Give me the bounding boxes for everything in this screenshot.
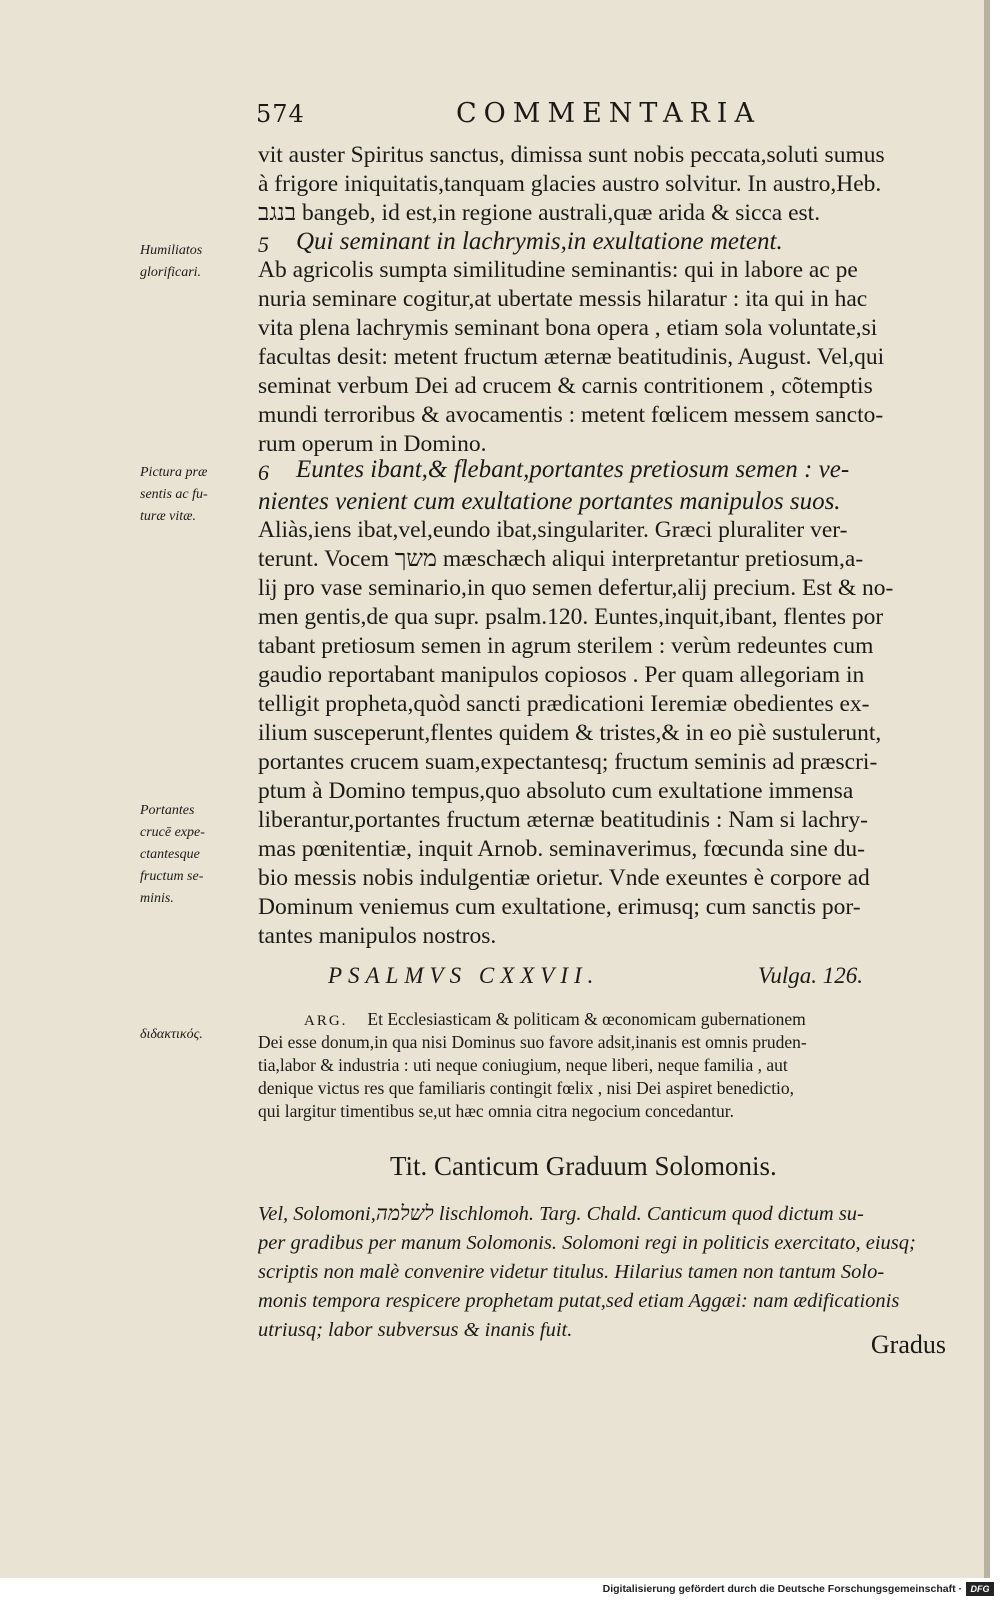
text-line: nuria seminare cogitur,at ubertate messis hilaratur : ita qui in hac xyxy=(258,286,868,312)
text-line: monis tempora respicere prophetam putat,sed etiam Aggæi: nam ædificationis xyxy=(258,1290,900,1312)
text-line: Aliàs,iens ibat,vel,eundo ibat,singulariter. Græci pluraliter ver- xyxy=(258,517,848,543)
argument-first-line: ARG. Et Ecclesiasticam & politicam & œconomicam gubernationem xyxy=(304,1009,806,1029)
footer-credit: Digitalisierung gefördert durch die Deutsche Forschungsgemeinschaft · xyxy=(602,1583,962,1595)
text-line: Dominum veniemus cum exultatione, erimusq; cum sanctis por- xyxy=(258,894,861,920)
text-line: ilium susceperunt,flentes quidem & tristes,& in eo piè sustulerunt, xyxy=(258,720,882,746)
text-line: men gentis,de qua supr. psalm.120. Euntes,inquit,ibant, flentes por xyxy=(258,604,884,630)
text-line: scriptis non malè convenire videtur titulus. Hilarius tamen non tantum Solo- xyxy=(258,1261,885,1283)
margin-note-portantes: Portantes crucē expe- ctantesque fructum se- minis. xyxy=(140,803,205,906)
text-line: liberantur,portantes fructum æternæ beatitudinis : Nam si lachry- xyxy=(258,807,868,833)
text-line: mas pœnitentiæ, inquit Arnob. seminaverimus, fœcunda sine du- xyxy=(258,836,865,862)
text-line: Vel, Solomoni,לשלמה lischlomoh. Targ. Chald. Canticum quod dictum su- xyxy=(258,1203,864,1225)
titulus-commentary xyxy=(258,1200,958,1345)
vulgate-number: Vulga. 126. xyxy=(758,963,863,988)
psalm-heading xyxy=(328,963,928,989)
text-line: vita plena lachrymis seminant bona opera , etiam sola voluntate,si xyxy=(258,315,878,341)
text-line: bio messis nobis indulgentiæ orietur. Vnde exeuntes è corpore ad xyxy=(258,865,870,891)
text-line: mundi terroribus & avocamentis : metent fœlicem messem sancto- xyxy=(258,402,884,428)
dfg-logo-icon: DFG xyxy=(966,1582,994,1596)
argument-block xyxy=(258,1008,958,1123)
argument-label: ARG. xyxy=(304,1013,348,1029)
text-line: Ab agricolis sumpta similitudine seminantis: qui in labore ac pe xyxy=(258,257,858,283)
catchword: Gradus xyxy=(870,1330,946,1359)
titulus-heading: Tit. Canticum Graduum Solomonis. xyxy=(390,1151,777,1181)
paragraph-verse-5 xyxy=(258,256,972,459)
text-line: terunt. Vocem משך mæschæch aliqui interpretantur pretiosum,a- xyxy=(258,546,864,572)
verse-6-line-1: Euntes ibant,& flebant,portantes pretiosum semen : ve- xyxy=(296,456,850,483)
margin-note-pictura: Pictura præ sentis ac fu- turæ vitæ. xyxy=(140,465,208,524)
verse-6-line-2: nientes venient cum exultatione portantes manipulos suos. xyxy=(258,488,841,515)
text-line: à frigore iniquitatis,tanquam glacies austro solvitur. In austro,Heb. xyxy=(258,171,882,197)
text-line: qui largitur timentibus se,ut hæc omnia citra negocium concedantur. xyxy=(258,1101,734,1121)
text-line: rum operum in Domino. xyxy=(258,431,487,457)
text-line: denique victus res que familiaris contingit fœlix , nisi Dei aspiret benedictio, xyxy=(258,1078,795,1098)
text-line: ptum à Domino tempus,quo absoluto cum exultatione immensa xyxy=(258,778,854,804)
verse-number-5: 5 xyxy=(258,232,269,257)
text-line: portantes crucem suam,expectantesq; fructum seminis ad præscri- xyxy=(258,749,878,775)
verse-number-6: 6 xyxy=(258,460,269,485)
running-title: COMMENTARIA xyxy=(456,98,761,129)
text-line: Dei esse donum,in qua nisi Dominus suo favore adsit,inanis est omnis pruden- xyxy=(258,1032,807,1052)
text-line: vit auster Spiritus sanctus, dimissa sunt nobis peccata,soluti sumus xyxy=(258,142,885,168)
text-line: gaudio reportabant manipulos copiosos . Per quam allegoriam in xyxy=(258,662,865,688)
intro-paragraph xyxy=(258,141,972,228)
verse-5-text: Qui seminant in lachrymis,in exultatione metent. xyxy=(296,228,783,255)
text-line: בנגב bangeb, id est,in regione australi,quæ arida & sicca est. xyxy=(258,200,821,226)
text-line: telligit propheta,quòd sancti prædicationi Ieremiæ obedientes ex- xyxy=(258,691,870,717)
margin-note-humiliatos: Humiliatos glorificari. xyxy=(140,243,203,280)
page-header xyxy=(256,98,816,132)
text-line: utriusq; labor subversus & inanis fuit. xyxy=(258,1319,573,1341)
text-line: seminat verbum Dei ad crucem & carnis contritionem , cõtemptis xyxy=(258,373,873,399)
text-line: tia,labor & industria : uti neque coniugium, neque liberi, neque familia , aut xyxy=(258,1055,788,1075)
digitization-footer xyxy=(0,1578,1000,1601)
page-number: 574 xyxy=(256,100,305,128)
psalm-title: PSALMVS CXXVII. xyxy=(328,963,600,988)
text-line: per gradibus per manum Solomonis. Solomoni regi in politicis exercitato, eiusq; xyxy=(258,1232,916,1254)
text-line: facultas desit: metent fructum æternæ beatitudinis, August. Vel,qui xyxy=(258,344,885,370)
text-line: tantes manipulos nostros. xyxy=(258,923,497,949)
margin-note-didakticos: διδακτικός. xyxy=(140,1027,203,1042)
paragraph-verse-6 xyxy=(258,516,972,951)
text-line: tabant pretiosum semen in agrum sterilem : verùm redeuntes cum xyxy=(258,633,874,659)
text-line: lij pro vase seminario,in quo semen defertur,alij precium. Est & no- xyxy=(258,575,894,601)
